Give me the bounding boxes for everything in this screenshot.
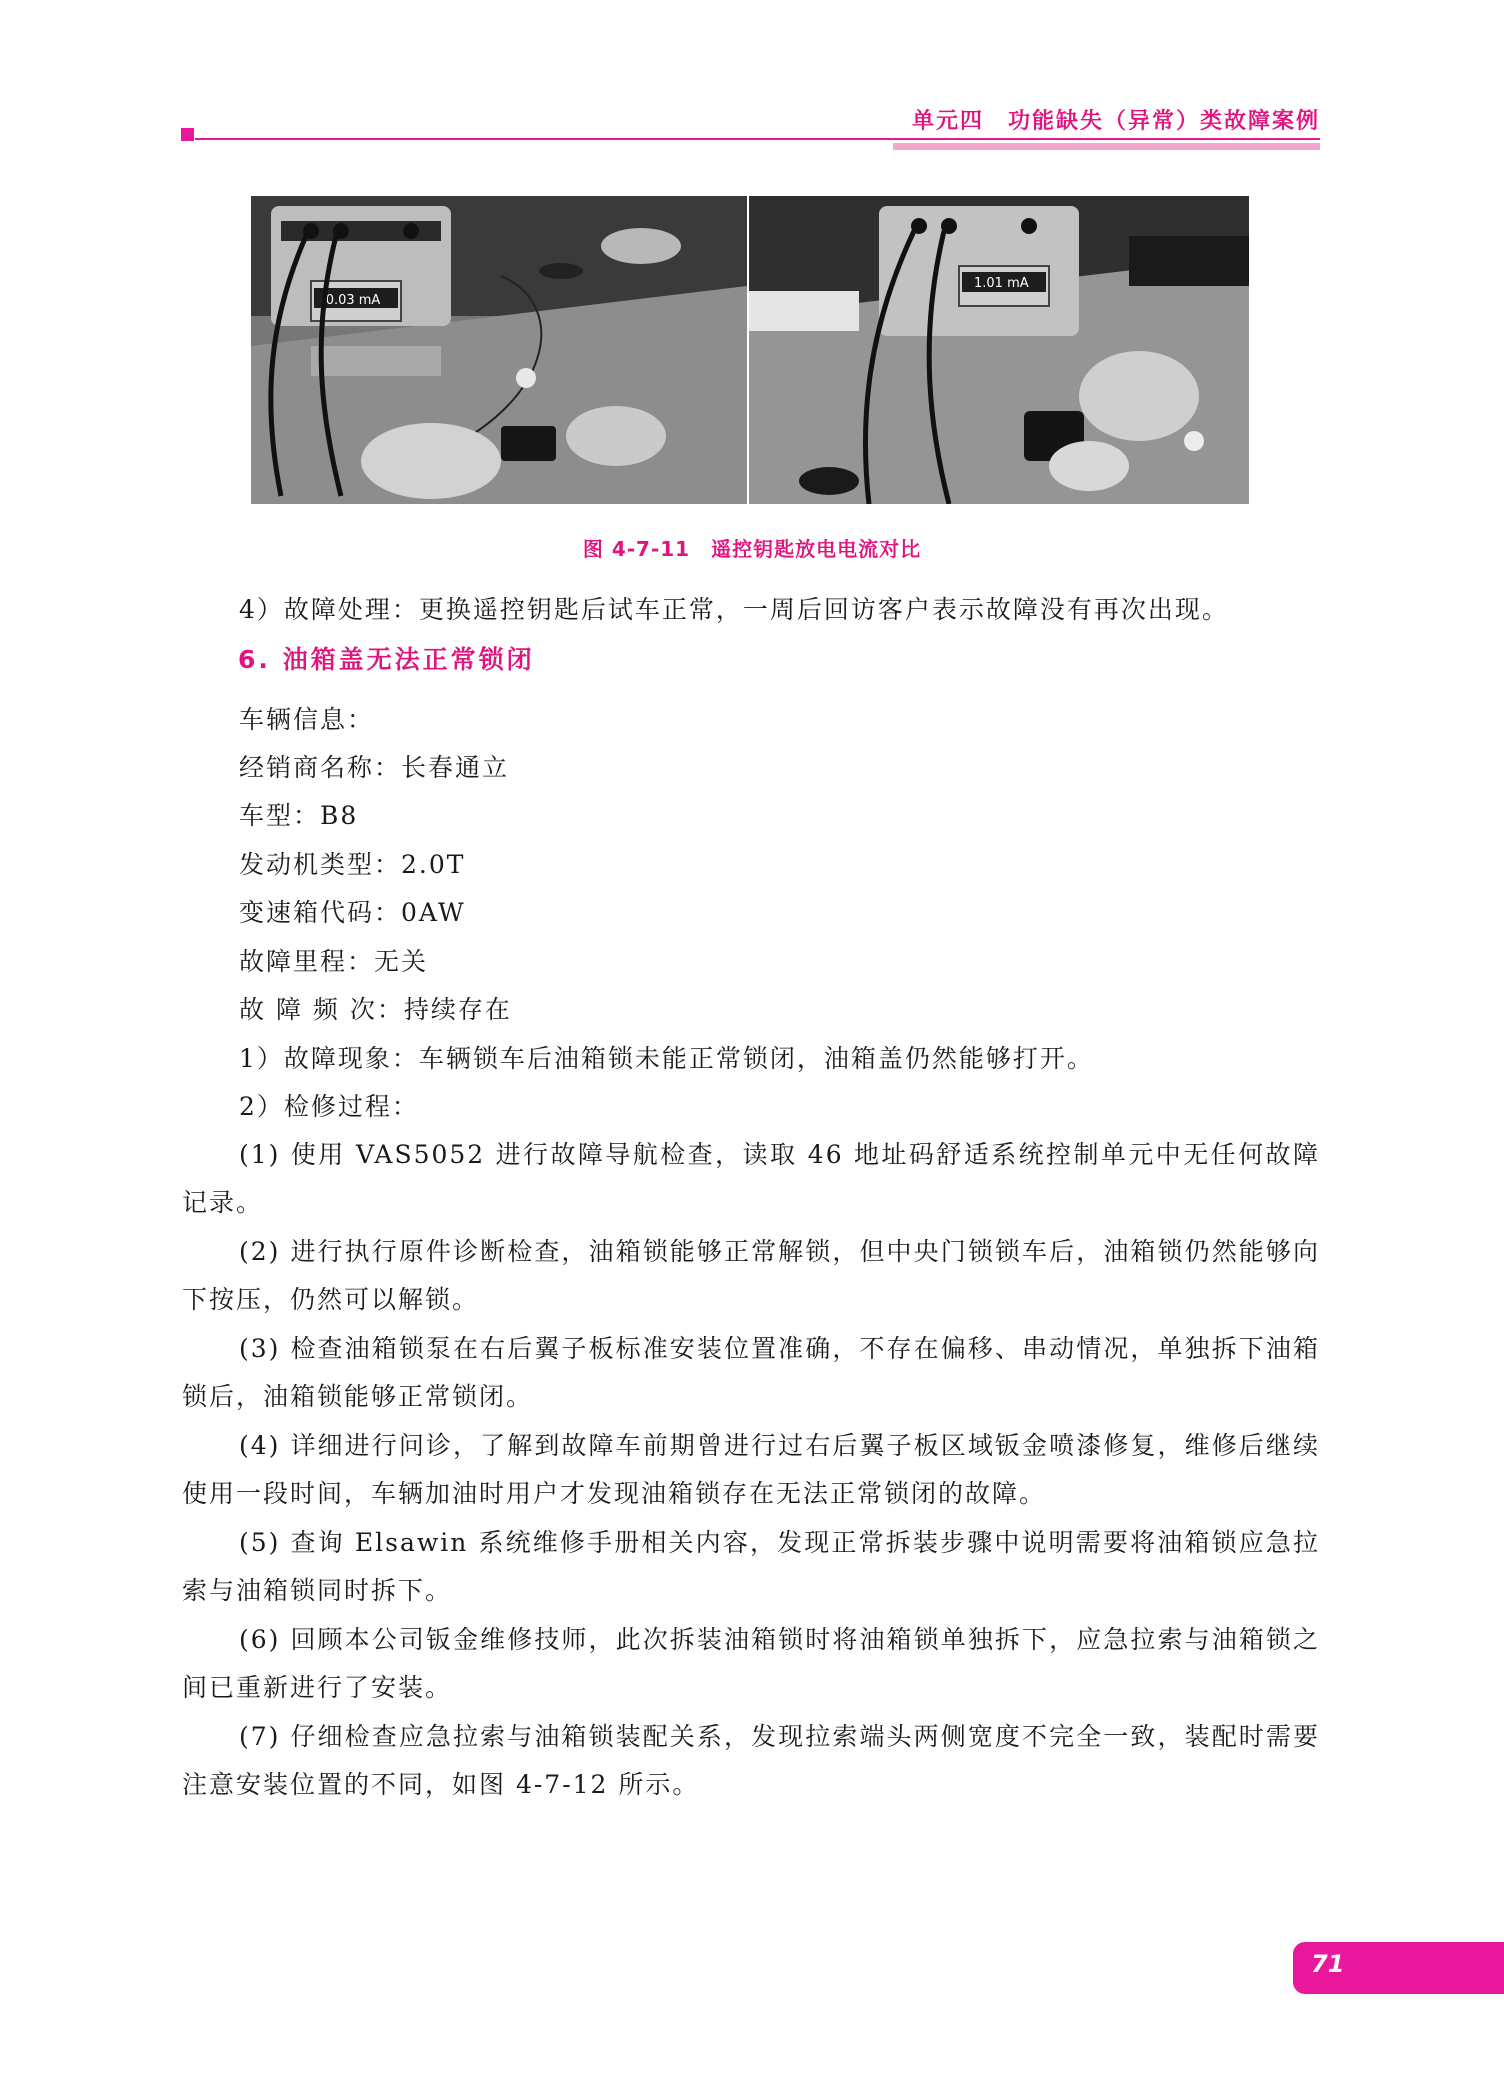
photo-left-multimeter: [251, 196, 747, 504]
symptom-paragraph: 1）故障现象：车辆锁车后油箱锁未能正常锁闭，油箱盖仍然能够打开。: [239, 1044, 1094, 1073]
page-number: 71: [1311, 1950, 1345, 1978]
running-header: 单元四 功能缺失（异常）类故障案例: [911, 109, 1320, 134]
step-paragraph: (6) 回顾本公司钣金维修技师，此次拆装油箱锁时将油箱锁单独拆下，应急拉索与油箱锁之间已重新进行了安装。: [182, 1625, 1320, 1702]
gearbox-line: 变速箱代码：0AW: [239, 898, 466, 927]
engine-line: 发动机类型：2.0T: [239, 850, 466, 879]
header-accent-bar: [893, 143, 1320, 150]
model-line: 车型：B8: [239, 801, 359, 830]
step-paragraph: (4) 详细进行问诊，了解到故障车前期曾进行过右后翼子板区域钣金喷漆修复，维修后继续使用一段时间，车辆加油时用户才发现油箱锁存在无法正常锁闭的故障。: [182, 1431, 1320, 1508]
section-heading: 6. 油箱盖无法正常锁闭: [238, 645, 535, 674]
mileage-line: 故障里程：无关: [239, 947, 429, 976]
step-paragraph: (5) 查询 Elsawin 系统维修手册相关内容，发现正常拆装步骤中说明需要将油箱锁应急拉索与油箱锁同时拆下。: [182, 1528, 1320, 1605]
step-paragraph: (7) 仔细检查应急拉索与油箱锁装配关系，发现拉索端头两侧宽度不完全一致，装配时需要注意安装位置的不同，如图 4-7-12 所示。: [182, 1722, 1320, 1799]
header-square-marker: [181, 128, 194, 141]
left-meter-reading: -0.03 mA: [321, 293, 381, 308]
vehicle-info-label: 车辆信息：: [239, 705, 375, 734]
photo-right-multimeter: [749, 196, 1249, 504]
frequency-line: 故 障 频 次：持续存在: [239, 995, 512, 1024]
dealer-line: 经销商名称：长春通立: [239, 753, 510, 782]
step-paragraph: (3) 检查油箱锁泵在右后翼子板标准安装位置准确，不存在偏移、串动情况，单独拆下油箱锁后，油箱锁能够正常锁闭。: [182, 1334, 1320, 1411]
step-paragraph: (1) 使用 VAS5052 进行故障导航检查，读取 46 地址码舒适系统控制单元中无任何故障记录。: [182, 1140, 1320, 1217]
right-meter-reading: 1.01 mA: [974, 276, 1029, 291]
step-paragraph: (2) 进行执行原件诊断检查，油箱锁能够正常解锁，但中央门锁锁车后，油箱锁仍然能够向下按压，仍然可以解锁。: [182, 1237, 1320, 1314]
header-rule: [195, 138, 1320, 140]
paragraph-fault-handling: 4）故障处理：更换遥控钥匙后试车正常，一周后回访客户表示故障没有再次出现。: [239, 595, 1229, 624]
figure-caption: 图 4-7-11 遥控钥匙放电电流对比: [582, 537, 922, 561]
process-label: 2）检修过程：: [239, 1092, 419, 1121]
